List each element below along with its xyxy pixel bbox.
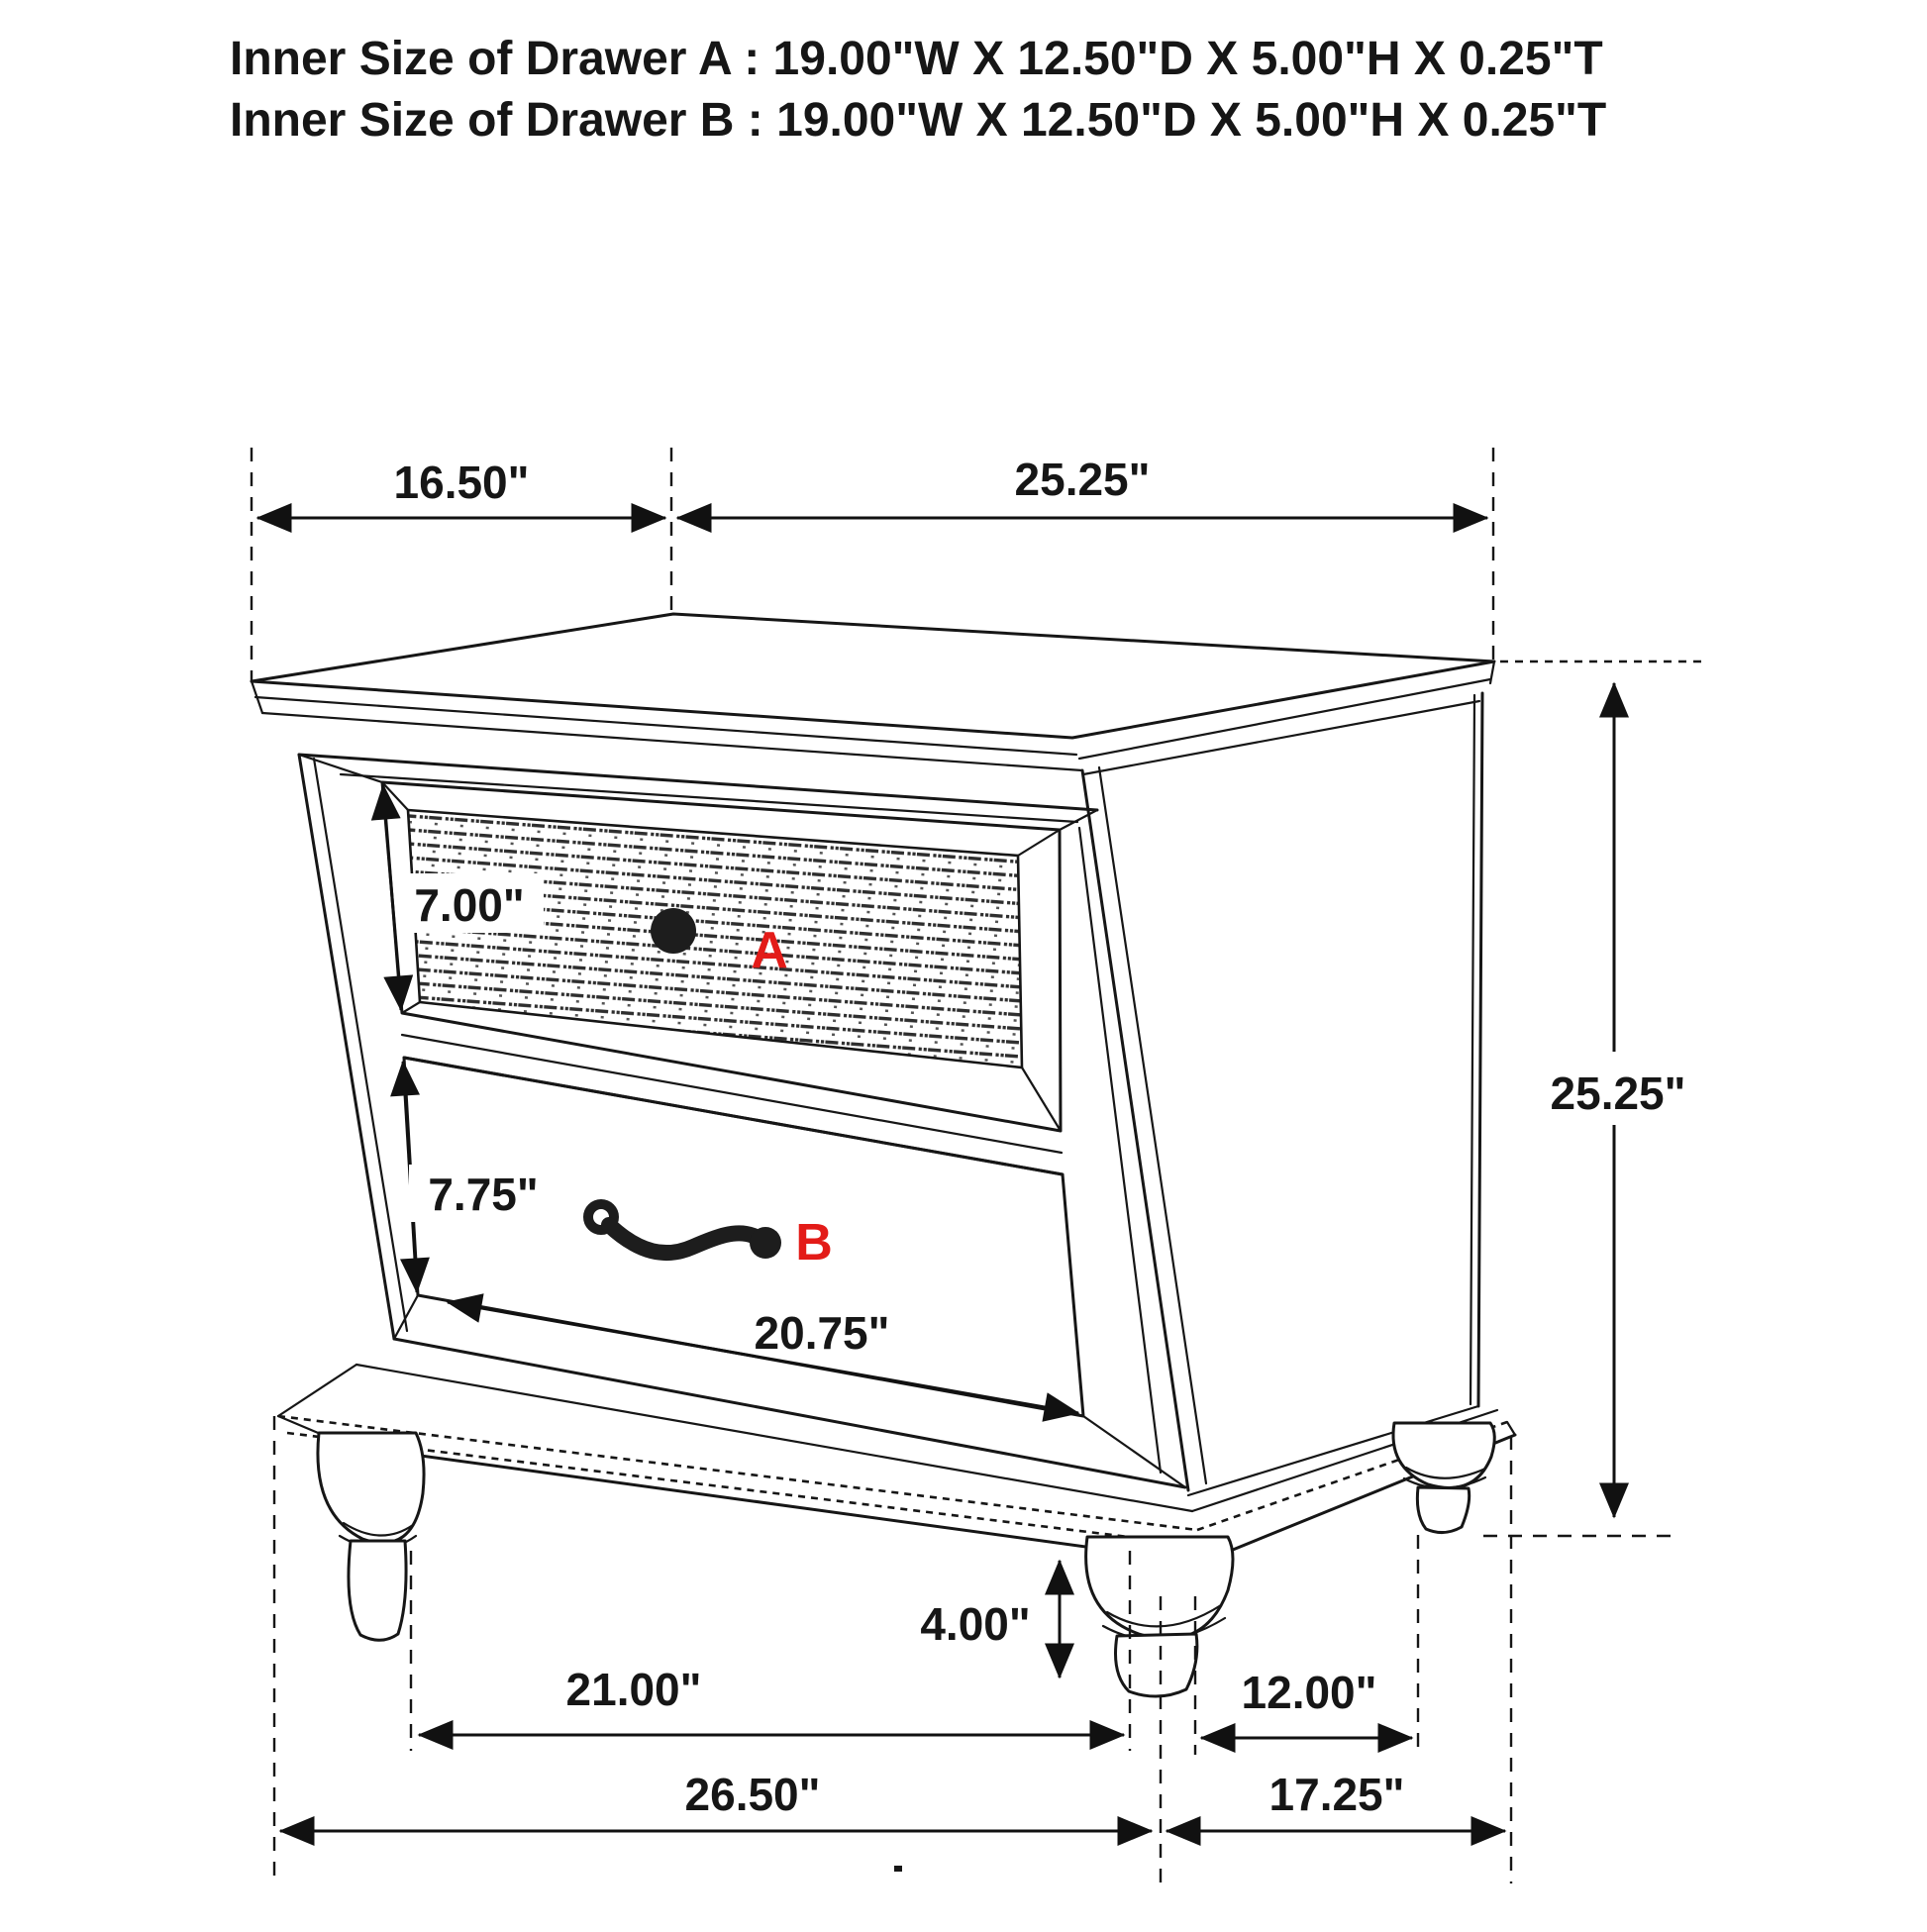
title-drawer-b-inner-size: Inner Size of Drawer B : 19.00"W X 12.50"D X 5.00"H X 0.25"T (230, 94, 1607, 147)
dim-front-feet-spacing (419, 1664, 1124, 1735)
title-block (230, 33, 1606, 147)
dim-top-depth-label: 25.25" (1014, 454, 1151, 505)
dim-foot-height-label: 4.00" (920, 1598, 1031, 1650)
dim-foot-height (920, 1561, 1060, 1678)
dim-drawer-b-height-label: 7.75" (428, 1169, 539, 1220)
cabinet-top (252, 614, 1494, 774)
title-drawer-a-inner-size: Inner Size of Drawer A : 19.00"W X 12.50"D X 5.00"H X 0.25"T (230, 33, 1603, 85)
nightstand-drawing (252, 614, 1515, 1696)
dim-overall-height (1543, 683, 1693, 1517)
drawer-a-label: A (751, 922, 788, 979)
dim-overall-width (280, 1769, 1152, 1831)
dim-overall-height-label: 25.25" (1550, 1068, 1686, 1119)
dim-overall-depth (1166, 1769, 1505, 1831)
drawer-b-label: B (795, 1214, 833, 1271)
front-left-foot (318, 1433, 424, 1640)
base-molding (278, 1365, 1515, 1563)
dim-top-width (257, 457, 665, 518)
dim-side-feet-spacing (1201, 1667, 1412, 1738)
dim-top-width-label: 16.50" (393, 457, 530, 508)
drawer-b (404, 1058, 1083, 1416)
drawer-a-textured-panel (408, 810, 1022, 1068)
dim-top-depth (677, 454, 1487, 518)
drawer-a (382, 782, 1061, 1131)
drawer-b-handle (588, 1204, 781, 1259)
dim-overall-width-label: 26.50" (684, 1769, 821, 1820)
dim-side-feet-spacing-label: 12.00" (1241, 1667, 1377, 1718)
dim-overall-depth-label: 17.25" (1268, 1769, 1405, 1820)
cabinet-right-side (1082, 693, 1482, 1495)
dim-drawer-b-width-label: 20.75" (754, 1307, 890, 1359)
drawer-a-knob (651, 908, 696, 954)
dim-drawer-a-height-label: 7.00" (414, 879, 525, 931)
dim-front-feet-spacing-label: 21.00" (565, 1664, 702, 1715)
artifact-dot (894, 1866, 902, 1872)
dim-drawer-b-height (403, 1062, 559, 1292)
